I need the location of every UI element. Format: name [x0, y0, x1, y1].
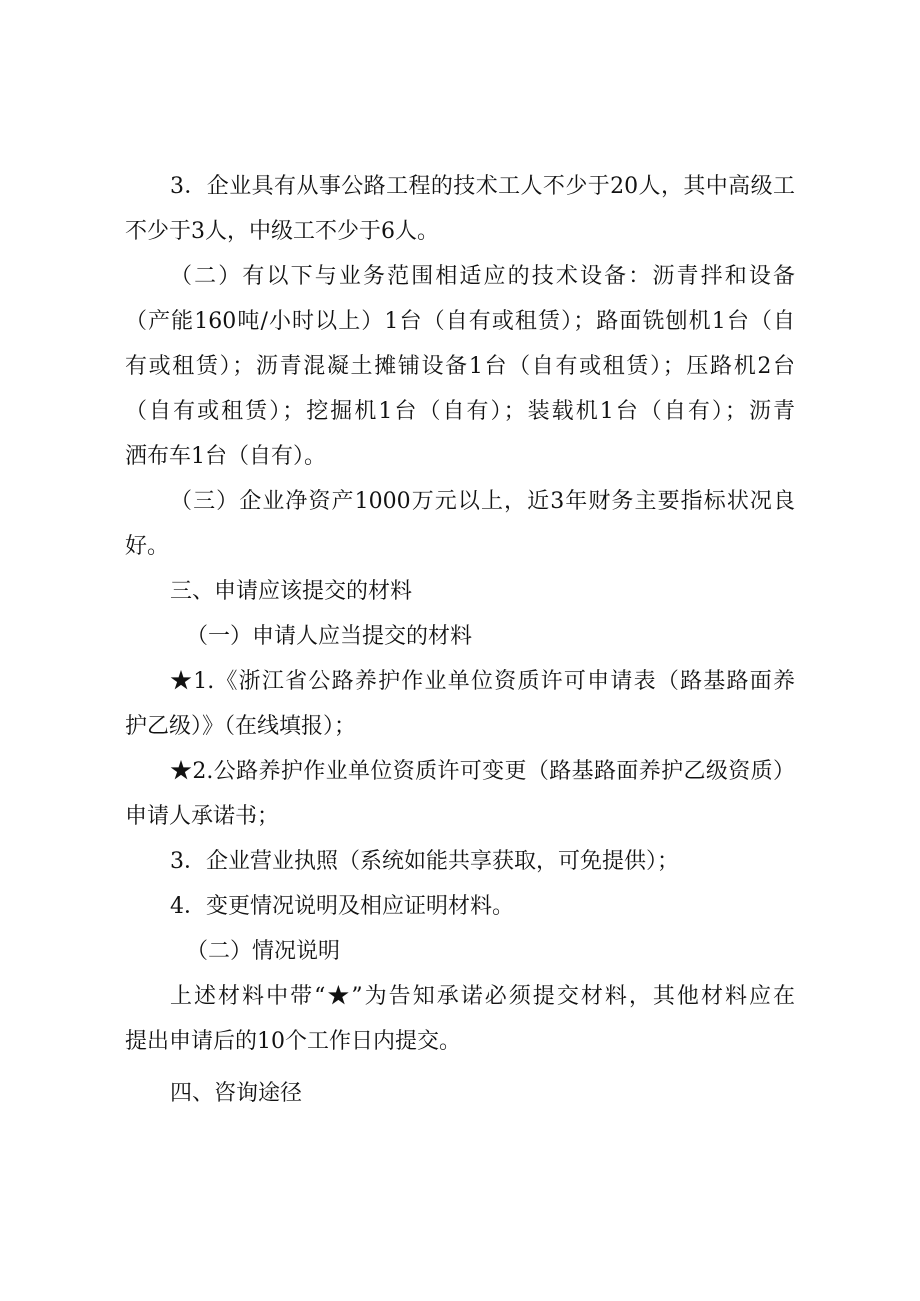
list-item-line: 4．变更情况说明及相应证明材料。	[170, 894, 514, 919]
paragraph-line: （三）企业净资产1000万元以上，近3年财务主要指标状况良	[170, 489, 795, 514]
list-item-line: 3．企业营业执照（系统如能共享获取，可免提供）；	[170, 849, 679, 874]
paragraph-line: 提出申请后的10个工作日内提交。	[125, 1029, 461, 1054]
paragraph-line: 3．企业具有从事公路工程的技术工人不少于20人，其中高级工	[170, 174, 795, 199]
section-heading: 四、咨询途径	[170, 1081, 303, 1106]
list-item-line: 申请人承诺书；	[125, 804, 280, 829]
paragraph-line: 好。	[125, 534, 170, 559]
section-heading: 三、申请应该提交的材料	[170, 579, 413, 604]
paragraph-line: （产能160吨/小时以上）1台（自有或租赁）；路面铣刨机1台（自	[125, 309, 795, 334]
paragraph-line: 上述材料中带“★”为告知承诺必须提交材料，其他材料应在	[170, 984, 795, 1009]
paragraph-line: （二）有以下与业务范围相适应的技术设备：沥青拌和设备	[170, 264, 795, 289]
list-item-line: ★2.公路养护作业单位资质许可变更（路基路面养护乙级资质）	[170, 759, 795, 784]
paragraph-line: 不少于3人，中级工不少于6人。	[125, 219, 439, 244]
paragraph-line: 有或租赁）；沥青混凝土摊铺设备1台（自有或租赁）；压路机2台	[125, 354, 795, 379]
list-item-line: 护乙级）》（在线填报）；	[125, 714, 357, 739]
subsection-heading: （二）情况说明	[186, 939, 341, 964]
subsection-heading: （一）申请人应当提交的材料	[186, 624, 473, 649]
list-item-line: ★1.《浙江省公路养护作业单位资质许可申请表（路基路面养	[170, 669, 795, 694]
paragraph-line: （自有或租赁）；挖掘机1台（自有）；装载机1台（自有）；沥青	[125, 399, 795, 424]
paragraph-line: 洒布车1台（自有）。	[125, 444, 326, 469]
